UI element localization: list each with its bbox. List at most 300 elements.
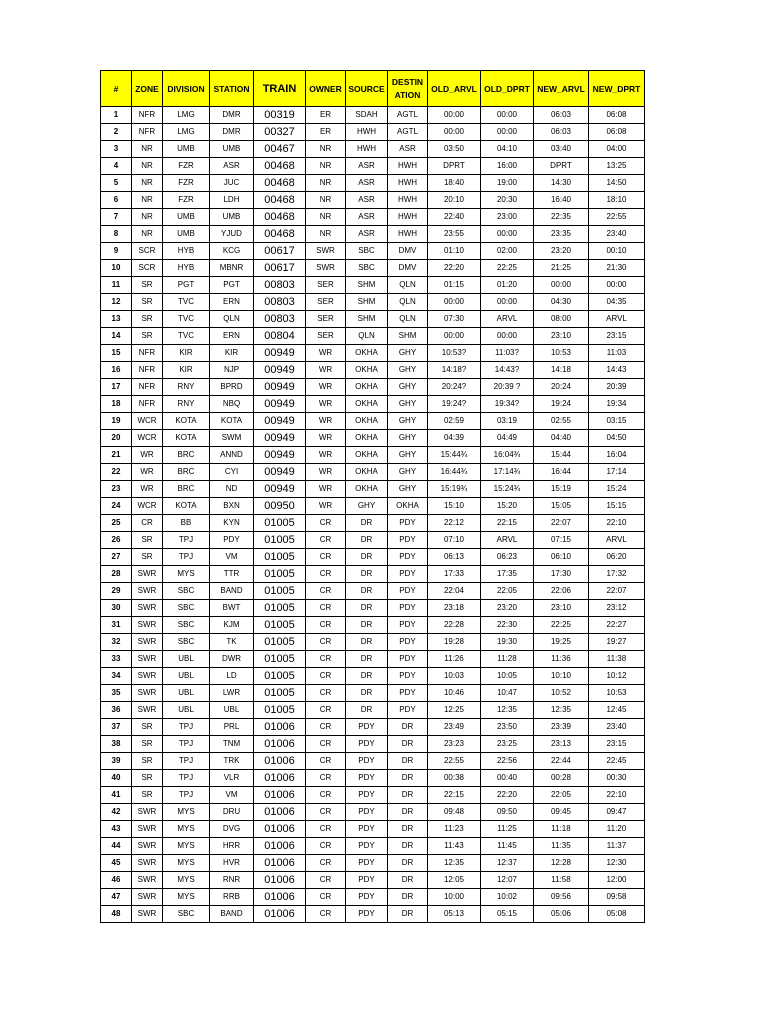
- train-cell: 01006: [254, 719, 306, 736]
- destination-cell: PDY: [388, 617, 428, 634]
- old-departure-cell: 16:04¾: [481, 447, 534, 464]
- old-departure-cell: 06:23: [481, 549, 534, 566]
- division-cell: SBC: [163, 634, 210, 651]
- division-cell: BB: [163, 515, 210, 532]
- old-arrival-cell: 00:00: [428, 124, 481, 141]
- zone-cell: SR: [132, 311, 163, 328]
- train-cell: 01006: [254, 736, 306, 753]
- new-departure-cell: 22:45: [589, 753, 645, 770]
- old-arrival-cell: 15:44¾: [428, 447, 481, 464]
- old-departure-cell: 00:00: [481, 328, 534, 345]
- new-arrival-cell: 23:20: [534, 243, 589, 260]
- new-arrival-cell: 22:25: [534, 617, 589, 634]
- train-cell: 00468: [254, 192, 306, 209]
- source-cell: PDY: [346, 838, 388, 855]
- station-cell: KOTA: [210, 413, 254, 430]
- old-departure-cell: 04:10: [481, 141, 534, 158]
- row-number: 10: [101, 260, 132, 277]
- zone-cell: WR: [132, 464, 163, 481]
- destination-cell: GHY: [388, 464, 428, 481]
- old-departure-cell: ARVL: [481, 311, 534, 328]
- row-number: 37: [101, 719, 132, 736]
- new-departure-cell: 22:07: [589, 583, 645, 600]
- zone-cell: NR: [132, 209, 163, 226]
- new-arrival-cell: 22:05: [534, 787, 589, 804]
- zone-cell: NR: [132, 141, 163, 158]
- zone-cell: SR: [132, 736, 163, 753]
- station-cell: LD: [210, 668, 254, 685]
- destination-cell: GHY: [388, 362, 428, 379]
- row-number: 35: [101, 685, 132, 702]
- division-cell: UBL: [163, 668, 210, 685]
- new-departure-cell: 23:15: [589, 328, 645, 345]
- zone-cell: SWR: [132, 906, 163, 923]
- station-cell: TK: [210, 634, 254, 651]
- zone-cell: SWR: [132, 634, 163, 651]
- old-departure-cell: 14:43?: [481, 362, 534, 379]
- station-cell: KIR: [210, 345, 254, 362]
- old-departure-cell: 22:20: [481, 787, 534, 804]
- table-row: [101, 583, 645, 600]
- station-cell: TRK: [210, 753, 254, 770]
- destination-cell: DR: [388, 719, 428, 736]
- new-arrival-cell: 11:18: [534, 821, 589, 838]
- old-arrival-cell: 22:12: [428, 515, 481, 532]
- old-departure-cell: 22:56: [481, 753, 534, 770]
- station-cell: VLR: [210, 770, 254, 787]
- new-departure-cell: 00:10: [589, 243, 645, 260]
- destination-cell: PDY: [388, 702, 428, 719]
- zone-cell: SR: [132, 328, 163, 345]
- new-arrival-cell: 15:44: [534, 447, 589, 464]
- train-cell: 01006: [254, 906, 306, 923]
- source-cell: ASR: [346, 158, 388, 175]
- new-arrival-cell: 04:40: [534, 430, 589, 447]
- owner-cell: SWR: [306, 260, 346, 277]
- new-departure-cell: 00:30: [589, 770, 645, 787]
- new-departure-cell: 04:35: [589, 294, 645, 311]
- train-cell: 01006: [254, 889, 306, 906]
- source-cell: OKHA: [346, 447, 388, 464]
- owner-cell: WR: [306, 345, 346, 362]
- station-cell: RNR: [210, 872, 254, 889]
- old-departure-cell: 23:25: [481, 736, 534, 753]
- old-arrival-cell: 15:10: [428, 498, 481, 515]
- row-number: 45: [101, 855, 132, 872]
- source-cell: SHM: [346, 294, 388, 311]
- division-cell: KOTA: [163, 413, 210, 430]
- col-header-new-arrival: NEW_ARVL: [534, 71, 589, 107]
- zone-cell: SWR: [132, 889, 163, 906]
- train-cell: 00949: [254, 379, 306, 396]
- new-departure-cell: 13:25: [589, 158, 645, 175]
- new-arrival-cell: 23:13: [534, 736, 589, 753]
- owner-cell: NR: [306, 175, 346, 192]
- old-departure-cell: 15:24¾: [481, 481, 534, 498]
- train-cell: 01006: [254, 821, 306, 838]
- zone-cell: WCR: [132, 413, 163, 430]
- new-departure-cell: 06:08: [589, 107, 645, 124]
- row-number: 31: [101, 617, 132, 634]
- owner-cell: CR: [306, 685, 346, 702]
- old-arrival-cell: 16:44¾: [428, 464, 481, 481]
- new-arrival-cell: 05:06: [534, 906, 589, 923]
- old-departure-cell: 22:30: [481, 617, 534, 634]
- station-cell: UMB: [210, 209, 254, 226]
- division-cell: TVC: [163, 328, 210, 345]
- station-cell: NJP: [210, 362, 254, 379]
- row-number: 28: [101, 566, 132, 583]
- destination-cell: QLN: [388, 294, 428, 311]
- table-row: [101, 175, 645, 192]
- new-departure-cell: 19:27: [589, 634, 645, 651]
- col-header-new-departure: NEW_DPRT: [589, 71, 645, 107]
- owner-cell: CR: [306, 617, 346, 634]
- row-number: 23: [101, 481, 132, 498]
- station-cell: BWT: [210, 600, 254, 617]
- division-cell: TPJ: [163, 549, 210, 566]
- old-departure-cell: 00:00: [481, 226, 534, 243]
- new-arrival-cell: 23:35: [534, 226, 589, 243]
- table-row: [101, 209, 645, 226]
- destination-cell: DR: [388, 906, 428, 923]
- zone-cell: SWR: [132, 855, 163, 872]
- table-row: [101, 600, 645, 617]
- zone-cell: SR: [132, 787, 163, 804]
- old-arrival-cell: 03:50: [428, 141, 481, 158]
- zone-cell: NFR: [132, 345, 163, 362]
- new-arrival-cell: 12:28: [534, 855, 589, 872]
- source-cell: ASR: [346, 175, 388, 192]
- owner-cell: WR: [306, 481, 346, 498]
- new-departure-cell: 23:12: [589, 600, 645, 617]
- station-cell: VM: [210, 549, 254, 566]
- table-row: [101, 617, 645, 634]
- old-departure-cell: 23:00: [481, 209, 534, 226]
- old-departure-cell: 19:00: [481, 175, 534, 192]
- new-departure-cell: 19:34: [589, 396, 645, 413]
- train-cell: 00949: [254, 430, 306, 447]
- table-row: [101, 685, 645, 702]
- new-departure-cell: 21:30: [589, 260, 645, 277]
- new-arrival-cell: 00:00: [534, 277, 589, 294]
- owner-cell: CR: [306, 787, 346, 804]
- col-header-owner: OWNER: [306, 71, 346, 107]
- division-cell: MYS: [163, 872, 210, 889]
- new-departure-cell: 15:24: [589, 481, 645, 498]
- source-cell: ASR: [346, 209, 388, 226]
- owner-cell: WR: [306, 498, 346, 515]
- destination-cell: SHM: [388, 328, 428, 345]
- source-cell: PDY: [346, 736, 388, 753]
- row-number: 32: [101, 634, 132, 651]
- owner-cell: CR: [306, 770, 346, 787]
- destination-cell: PDY: [388, 566, 428, 583]
- zone-cell: NR: [132, 192, 163, 209]
- destination-cell: OKHA: [388, 498, 428, 515]
- old-departure-cell: 01:20: [481, 277, 534, 294]
- source-cell: PDY: [346, 787, 388, 804]
- table-row: [101, 872, 645, 889]
- station-cell: HRR: [210, 838, 254, 855]
- destination-cell: DR: [388, 753, 428, 770]
- source-cell: SDAH: [346, 107, 388, 124]
- division-cell: LMG: [163, 124, 210, 141]
- train-cell: 01005: [254, 668, 306, 685]
- source-cell: OKHA: [346, 481, 388, 498]
- station-cell: ASR: [210, 158, 254, 175]
- old-arrival-cell: 00:00: [428, 107, 481, 124]
- owner-cell: CR: [306, 515, 346, 532]
- train-cell: 00803: [254, 277, 306, 294]
- table-row: [101, 260, 645, 277]
- new-arrival-cell: 11:58: [534, 872, 589, 889]
- zone-cell: SWR: [132, 804, 163, 821]
- owner-cell: CR: [306, 583, 346, 600]
- owner-cell: CR: [306, 600, 346, 617]
- old-arrival-cell: 11:23: [428, 821, 481, 838]
- train-cell: 01006: [254, 804, 306, 821]
- station-cell: TNM: [210, 736, 254, 753]
- zone-cell: WCR: [132, 498, 163, 515]
- train-cell: 01006: [254, 770, 306, 787]
- zone-cell: CR: [132, 515, 163, 532]
- train-cell: 00803: [254, 311, 306, 328]
- zone-cell: SR: [132, 719, 163, 736]
- row-number: 6: [101, 192, 132, 209]
- zone-cell: SWR: [132, 600, 163, 617]
- station-cell: PDY: [210, 532, 254, 549]
- source-cell: DR: [346, 617, 388, 634]
- old-departure-cell: 00:00: [481, 124, 534, 141]
- source-cell: OKHA: [346, 379, 388, 396]
- new-arrival-cell: DPRT: [534, 158, 589, 175]
- row-number: 20: [101, 430, 132, 447]
- division-cell: FZR: [163, 175, 210, 192]
- destination-cell: ASR: [388, 141, 428, 158]
- station-cell: DMR: [210, 124, 254, 141]
- zone-cell: NR: [132, 226, 163, 243]
- table-body: [101, 107, 645, 923]
- old-arrival-cell: 18:40: [428, 175, 481, 192]
- station-cell: LWR: [210, 685, 254, 702]
- new-arrival-cell: 21:25: [534, 260, 589, 277]
- new-arrival-cell: 09:56: [534, 889, 589, 906]
- zone-cell: SWR: [132, 821, 163, 838]
- new-departure-cell: 03:15: [589, 413, 645, 430]
- zone-cell: SCR: [132, 260, 163, 277]
- division-cell: FZR: [163, 192, 210, 209]
- zone-cell: NR: [132, 158, 163, 175]
- source-cell: PDY: [346, 872, 388, 889]
- old-arrival-cell: 17:33: [428, 566, 481, 583]
- division-cell: BRC: [163, 464, 210, 481]
- owner-cell: SER: [306, 294, 346, 311]
- new-arrival-cell: 23:10: [534, 328, 589, 345]
- old-arrival-cell: 09:48: [428, 804, 481, 821]
- row-number: 47: [101, 889, 132, 906]
- table-row: [101, 243, 645, 260]
- source-cell: DR: [346, 668, 388, 685]
- owner-cell: CR: [306, 889, 346, 906]
- table-row: [101, 753, 645, 770]
- station-cell: PGT: [210, 277, 254, 294]
- col-header-train: TRAIN: [254, 71, 306, 107]
- table-row: [101, 719, 645, 736]
- station-cell: DRU: [210, 804, 254, 821]
- station-cell: ANND: [210, 447, 254, 464]
- new-arrival-cell: 06:03: [534, 124, 589, 141]
- source-cell: SHM: [346, 311, 388, 328]
- table-row: [101, 226, 645, 243]
- owner-cell: CR: [306, 549, 346, 566]
- old-departure-cell: 17:35: [481, 566, 534, 583]
- source-cell: HWH: [346, 124, 388, 141]
- owner-cell: CR: [306, 532, 346, 549]
- zone-cell: WR: [132, 447, 163, 464]
- old-arrival-cell: 23:55: [428, 226, 481, 243]
- table-row: [101, 668, 645, 685]
- source-cell: DR: [346, 634, 388, 651]
- zone-cell: NR: [132, 175, 163, 192]
- owner-cell: WR: [306, 413, 346, 430]
- division-cell: UBL: [163, 702, 210, 719]
- row-number: 34: [101, 668, 132, 685]
- destination-cell: DMV: [388, 260, 428, 277]
- source-cell: DR: [346, 549, 388, 566]
- table-row: [101, 651, 645, 668]
- division-cell: RNY: [163, 379, 210, 396]
- train-cell: 01005: [254, 685, 306, 702]
- zone-cell: SWR: [132, 617, 163, 634]
- zone-cell: SWR: [132, 702, 163, 719]
- new-departure-cell: 23:40: [589, 719, 645, 736]
- destination-cell: HWH: [388, 158, 428, 175]
- owner-cell: CR: [306, 651, 346, 668]
- train-cell: 00468: [254, 158, 306, 175]
- row-number: 46: [101, 872, 132, 889]
- old-arrival-cell: 00:00: [428, 328, 481, 345]
- old-departure-cell: 10:47: [481, 685, 534, 702]
- destination-cell: GHY: [388, 430, 428, 447]
- new-departure-cell: 14:43: [589, 362, 645, 379]
- old-arrival-cell: 12:25: [428, 702, 481, 719]
- train-cell: 01005: [254, 702, 306, 719]
- train-cell: 01005: [254, 532, 306, 549]
- row-number: 3: [101, 141, 132, 158]
- train-cell: 00803: [254, 294, 306, 311]
- new-departure-cell: 09:47: [589, 804, 645, 821]
- old-arrival-cell: 22:20: [428, 260, 481, 277]
- table-row: [101, 379, 645, 396]
- train-cell: 00319: [254, 107, 306, 124]
- table-row: [101, 277, 645, 294]
- owner-cell: SER: [306, 311, 346, 328]
- zone-cell: SWR: [132, 566, 163, 583]
- train-cell: 01006: [254, 872, 306, 889]
- old-arrival-cell: 20:24?: [428, 379, 481, 396]
- destination-cell: PDY: [388, 583, 428, 600]
- station-cell: YJUD: [210, 226, 254, 243]
- new-arrival-cell: 11:36: [534, 651, 589, 668]
- new-arrival-cell: 04:30: [534, 294, 589, 311]
- col-header-number: #: [101, 71, 132, 107]
- train-cell: 01005: [254, 634, 306, 651]
- station-cell: LDH: [210, 192, 254, 209]
- train-cell: 00617: [254, 243, 306, 260]
- new-departure-cell: 22:27: [589, 617, 645, 634]
- division-cell: MYS: [163, 804, 210, 821]
- station-cell: BPRD: [210, 379, 254, 396]
- station-cell: SWM: [210, 430, 254, 447]
- owner-cell: CR: [306, 838, 346, 855]
- zone-cell: WR: [132, 481, 163, 498]
- table-row: [101, 498, 645, 515]
- source-cell: OKHA: [346, 345, 388, 362]
- row-number: 24: [101, 498, 132, 515]
- table-row: [101, 889, 645, 906]
- source-cell: SBC: [346, 260, 388, 277]
- row-number: 17: [101, 379, 132, 396]
- new-arrival-cell: 10:10: [534, 668, 589, 685]
- old-arrival-cell: 12:35: [428, 855, 481, 872]
- zone-cell: SR: [132, 532, 163, 549]
- old-arrival-cell: 22:28: [428, 617, 481, 634]
- new-departure-cell: 06:20: [589, 549, 645, 566]
- table-row: [101, 787, 645, 804]
- source-cell: PDY: [346, 770, 388, 787]
- station-cell: DWR: [210, 651, 254, 668]
- owner-cell: CR: [306, 702, 346, 719]
- destination-cell: DR: [388, 787, 428, 804]
- old-arrival-cell: 11:43: [428, 838, 481, 855]
- new-departure-cell: 11:37: [589, 838, 645, 855]
- row-number: 21: [101, 447, 132, 464]
- station-cell: RRB: [210, 889, 254, 906]
- old-departure-cell: 10:02: [481, 889, 534, 906]
- owner-cell: NR: [306, 192, 346, 209]
- owner-cell: WR: [306, 447, 346, 464]
- destination-cell: GHY: [388, 481, 428, 498]
- old-departure-cell: 04:49: [481, 430, 534, 447]
- row-number: 41: [101, 787, 132, 804]
- zone-cell: NFR: [132, 362, 163, 379]
- station-cell: VM: [210, 787, 254, 804]
- new-arrival-cell: 14:18: [534, 362, 589, 379]
- row-number: 11: [101, 277, 132, 294]
- table-row: [101, 328, 645, 345]
- train-cell: 00949: [254, 413, 306, 430]
- station-cell: ERN: [210, 328, 254, 345]
- old-arrival-cell: 04:39: [428, 430, 481, 447]
- new-arrival-cell: 22:35: [534, 209, 589, 226]
- division-cell: TPJ: [163, 719, 210, 736]
- source-cell: DR: [346, 702, 388, 719]
- division-cell: TPJ: [163, 532, 210, 549]
- division-cell: KOTA: [163, 430, 210, 447]
- source-cell: HWH: [346, 141, 388, 158]
- new-departure-cell: 10:12: [589, 668, 645, 685]
- old-departure-cell: 03:19: [481, 413, 534, 430]
- old-arrival-cell: 06:13: [428, 549, 481, 566]
- col-header-division: DIVISION: [163, 71, 210, 107]
- table-row: [101, 515, 645, 532]
- new-departure-cell: 12:45: [589, 702, 645, 719]
- division-cell: UBL: [163, 685, 210, 702]
- new-departure-cell: 15:15: [589, 498, 645, 515]
- division-cell: UMB: [163, 226, 210, 243]
- source-cell: OKHA: [346, 396, 388, 413]
